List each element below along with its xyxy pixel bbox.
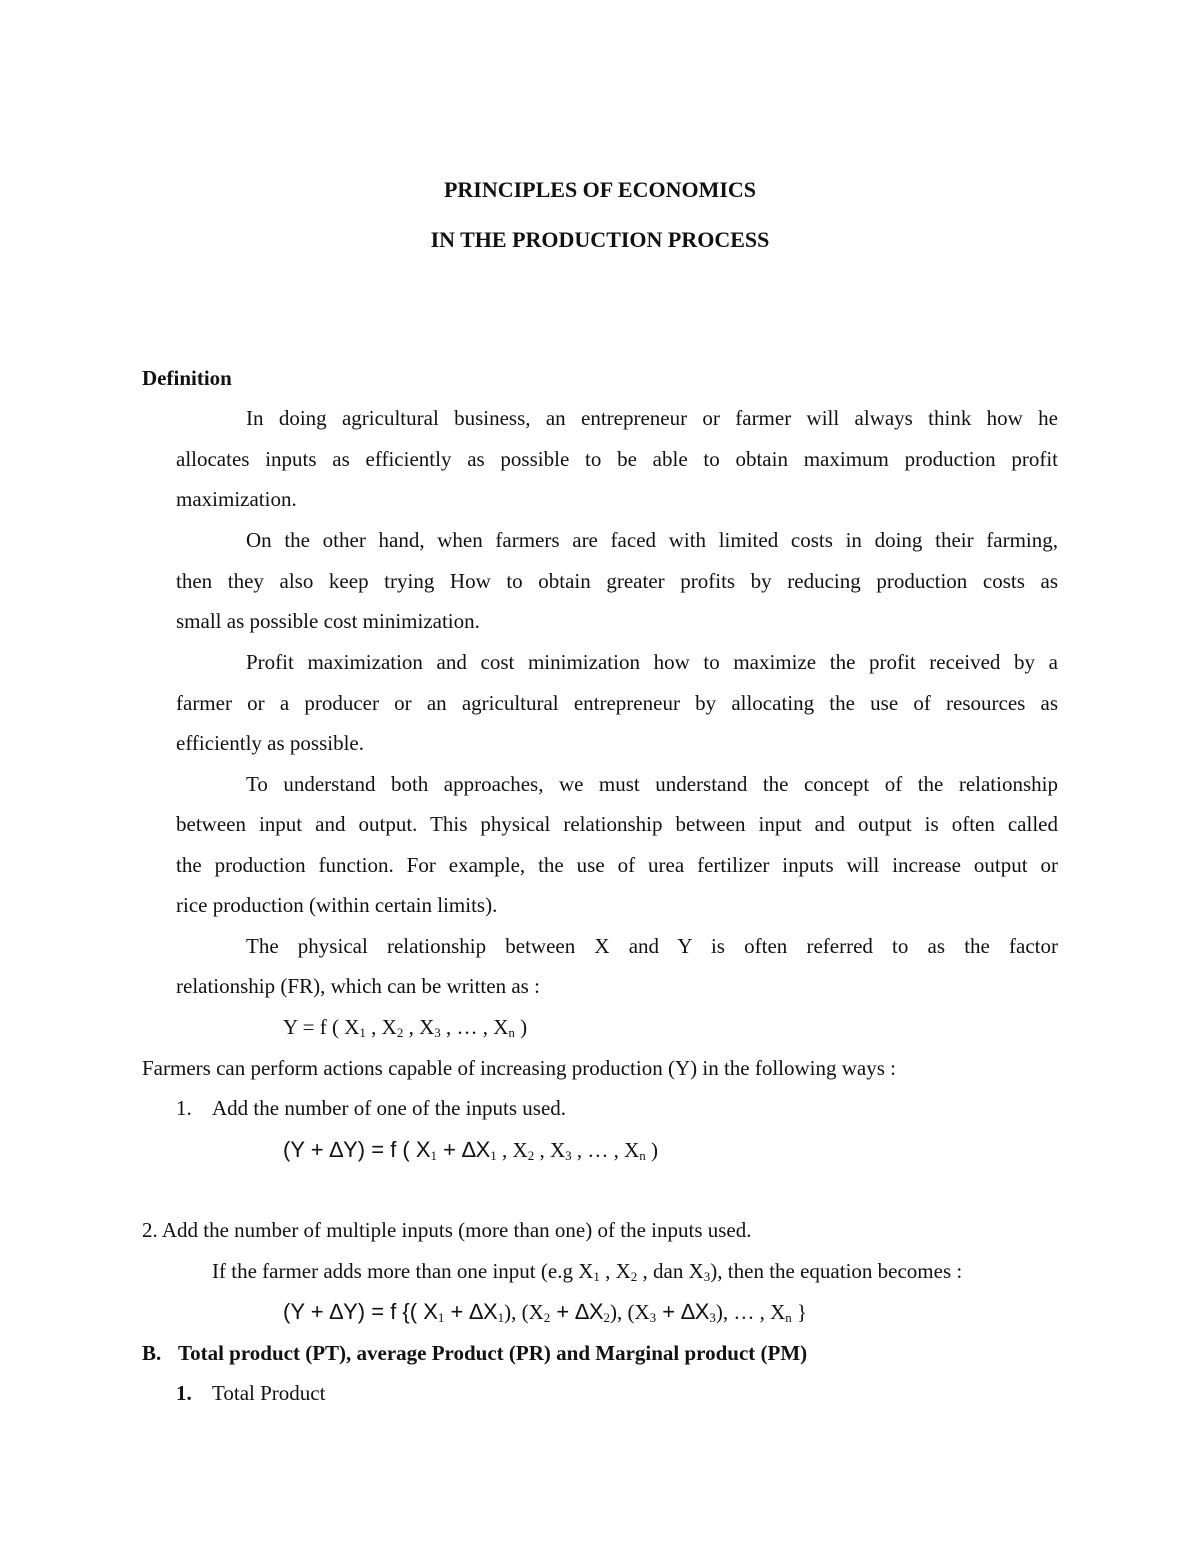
document-title-line-1: PRINCIPLES OF ECONOMICS <box>443 177 757 202</box>
definition-heading: Definition <box>142 366 232 390</box>
list-item-1-text: Add the number of one of the inputs used. <box>212 1096 567 1120</box>
paragraph-4-line-3: the production function. For example, the use of urea fertilizer inputs will increase output or <box>176 853 1058 877</box>
list-number: 1. <box>176 1096 192 1120</box>
paragraph-5-line-1: The physical relationship between X and Y is often referred to as the factor <box>246 934 1058 958</box>
paragraph-4-line-4: rice production (within certain limits). <box>176 893 498 917</box>
list-item-1 <box>176 1094 566 1122</box>
ways-intro: Farmers can perform actions capable of increasing production (Y) in the following ways : <box>142 1056 897 1080</box>
equation-multiple-inputs: (Y + ∆Y) = f {( $X_1 + \Delta X_1$), $(X_2 + \Delta X_2)$, $(X_3 + \Delta X_3)$, … , $X_n$ } <box>283 1299 808 1325</box>
section-letter: B. <box>142 1341 162 1365</box>
paragraph-2-line-2: then they also keep trying How to obtain greater profits by reducing production costs as <box>176 569 1058 593</box>
list-item-2: 2. Add the number of multiple inputs (more than one) of the inputs used. <box>142 1218 752 1242</box>
paragraph-2-line-3: small as possible cost minimization. <box>176 609 480 633</box>
subsection-total-product <box>176 1379 325 1407</box>
paragraph-1-line-1: In doing agricultural business, an entrepreneur or farmer will always think how he <box>246 406 1058 430</box>
paragraph-1-line-3: maximization. <box>176 487 297 511</box>
paragraph-4-line-1: To understand both approaches, we must understand the concept of the relationship <box>246 772 1058 796</box>
paragraph-1-line-2: allocates inputs as efficiently as possible to be able to obtain maximum production profit <box>176 447 1058 471</box>
equation-one-input: (Y + ∆Y) = f ( $X_1 + \Delta X_1$ , $X_2$ , $X_3$ , … , $X_n$ ) <box>283 1137 659 1163</box>
paragraph-3-line-1: Profit maximization and cost minimization how to maximize the profit received by a <box>246 650 1058 674</box>
document-title-line-2: IN THE PRODUCTION PROCESS <box>430 227 770 252</box>
production-function-equation: Y = f ( $X_1$ , $X_2$ , $X_3$ , … , $X_n$ ) <box>283 1015 528 1040</box>
paragraph-5-line-2: relationship (FR), which can be written as : <box>176 974 540 998</box>
list-item-2-explanation: If the farmer adds more than one input (e.g $X_1$ , $X_2$ , dan $X_3$), then the equation becomes : <box>212 1259 963 1284</box>
subsection-title: Total Product <box>212 1381 326 1405</box>
section-b-heading <box>142 1339 807 1367</box>
section-b-title: Total product (PT), average Product (PR) and Marginal product (PM) <box>178 1341 808 1365</box>
paragraph-3-line-3: efficiently as possible. <box>176 731 364 755</box>
paragraph-3-line-2: farmer or a producer or an agricultural entrepreneur by allocating the use of resources as <box>176 691 1058 715</box>
paragraph-2-line-1: On the other hand, when farmers are faced with limited costs in doing their farming, <box>246 528 1058 552</box>
subsection-number: 1. <box>176 1381 192 1405</box>
paragraph-4-line-2: between input and output. This physical relationship between input and output is often called <box>176 812 1058 836</box>
